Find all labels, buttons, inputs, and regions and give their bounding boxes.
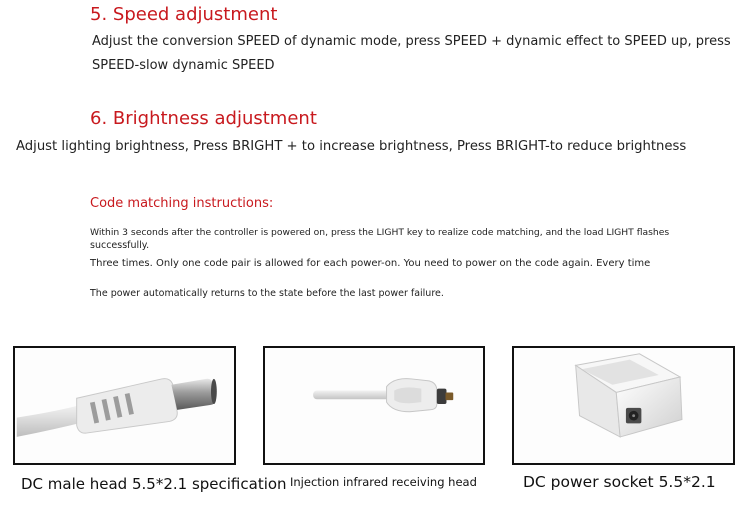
dc-male-plug-photo: [13, 346, 236, 465]
dc-socket-box-image: [514, 348, 733, 463]
speed-heading: 5. Speed adjustment: [90, 4, 278, 25]
code-text-line-3: Three times. Only one code pair is allowed for each power-on. You need to power on the code again. Every time: [90, 258, 651, 269]
dc-socket-box-photo: [512, 346, 735, 465]
ir-receiver-plug-image: [265, 348, 483, 463]
code-text-line-1: Within 3 seconds after the controller is powered on, press the LIGHT key to realize code matching, and the load LIGHT flashes: [90, 227, 670, 238]
speed-text-line-1: Adjust the conversion SPEED of dynamic mode, press SPEED + dynamic effect to SPEED up, press: [92, 34, 731, 49]
ir-receiver-plug-photo: [263, 346, 485, 465]
brightness-heading: 6. Brightness adjustment: [90, 108, 317, 129]
code-text-line-2: successfully.: [90, 240, 150, 251]
ir-receiver-plug-caption: Injection infrared receiving head: [290, 475, 477, 489]
dc-socket-box-caption: DC power socket 5.5*2.1: [523, 473, 716, 491]
dc-male-plug-image: [15, 348, 234, 463]
code-text-line-4: The power automatically returns to the state before the last power failure.: [90, 288, 444, 299]
code-matching-heading: Code matching instructions:: [90, 196, 274, 211]
speed-text-line-2: SPEED-slow dynamic SPEED: [92, 58, 275, 73]
brightness-text-line-1: Adjust lighting brightness, Press BRIGHT + to increase brightness, Press BRIGHT-to reduce brightness: [16, 139, 687, 154]
dc-male-plug-caption: DC male head 5.5*2.1 specification: [21, 475, 287, 493]
